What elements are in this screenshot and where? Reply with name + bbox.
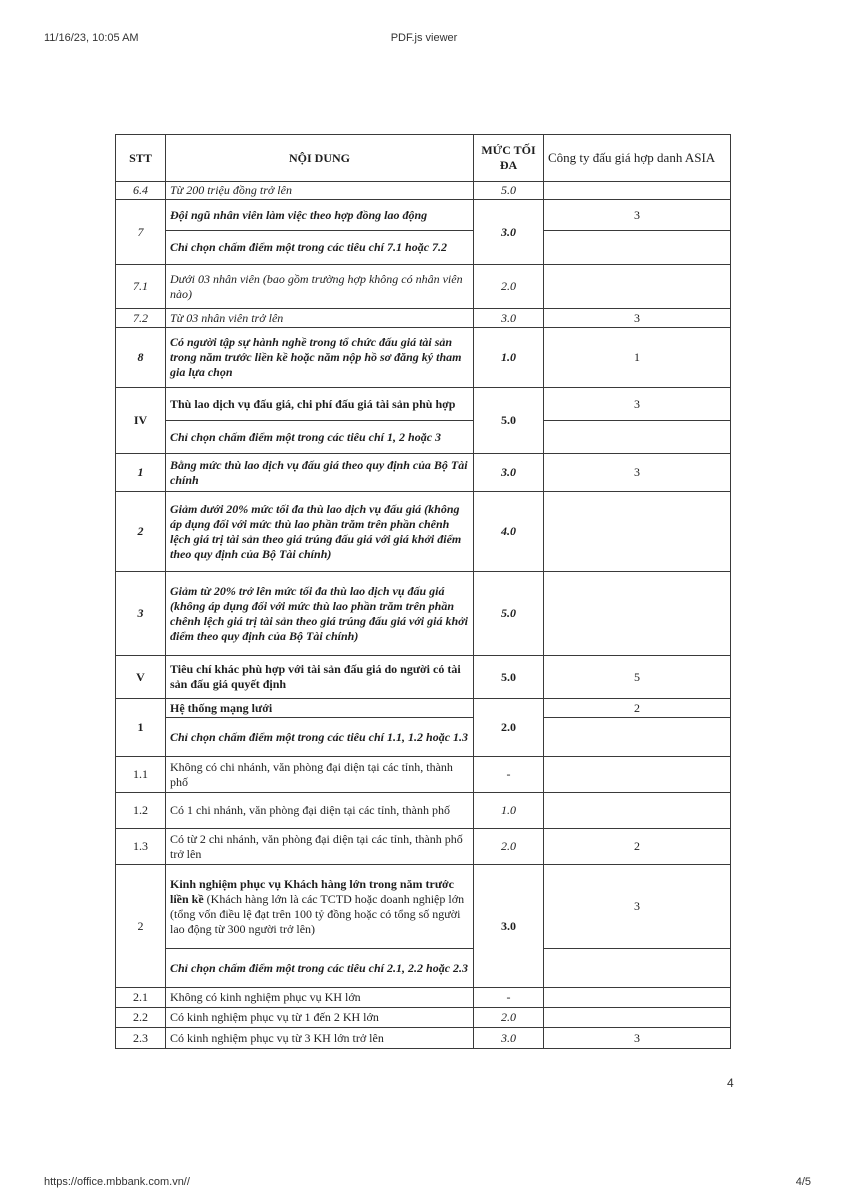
row-max: 1.0: [474, 328, 544, 388]
row-max: 2.0: [474, 829, 544, 865]
row-content: Bằng mức thù lao dịch vụ đấu giá theo quy định của Bộ Tài chính: [166, 454, 474, 492]
row-stt: V: [116, 656, 166, 699]
row-score: 3: [544, 200, 731, 231]
row-sub-note: Chỉ chọn chấm điểm một trong các tiêu chí 1, 2 hoặc 3: [166, 421, 474, 454]
table-row: [116, 182, 731, 200]
row-max: 4.0: [474, 492, 544, 572]
row-stt: 6.4: [116, 182, 166, 200]
page-indicator: 4/5: [795, 1176, 811, 1188]
row-stt: 1.2: [116, 793, 166, 829]
row-score-empty: [544, 231, 731, 265]
row-max: 2.0: [474, 265, 544, 309]
table-header-row: [116, 135, 731, 182]
row-max: 3.0: [474, 454, 544, 492]
row-score: 3: [544, 454, 731, 492]
row-stt: 1: [116, 699, 166, 757]
row-max: 5.0: [474, 656, 544, 699]
row-score: 2: [544, 829, 731, 865]
row-score: 3: [544, 388, 731, 421]
row-stt: 2: [116, 865, 166, 988]
table-row: [116, 309, 731, 328]
row-stt: 3: [116, 572, 166, 656]
row-max: -: [474, 988, 544, 1008]
row-max: 1.0: [474, 793, 544, 829]
row-score-empty: [544, 718, 731, 757]
row-stt: 1.1: [116, 757, 166, 793]
table-row: [116, 656, 731, 699]
row-content: Có 1 chi nhánh, văn phòng đại diện tại các tỉnh, thành phố: [166, 793, 474, 829]
header-stt: STT: [116, 135, 166, 182]
row-score: [544, 757, 731, 793]
table-row: [116, 454, 731, 492]
row-stt: 8: [116, 328, 166, 388]
scoring-table: [115, 134, 731, 1049]
row-score: 3: [544, 309, 731, 328]
row-max: 2.0: [474, 699, 544, 757]
row-score: 3: [544, 865, 731, 949]
row-score-empty: [544, 949, 731, 988]
row-score: [544, 492, 731, 572]
table-row: [116, 1008, 731, 1028]
row-score: [544, 182, 731, 200]
row-content: Dưới 03 nhân viên (bao gồm trường hợp không có nhân viên nào): [166, 265, 474, 309]
row-score: 5: [544, 656, 731, 699]
row-sub-note: Chỉ chọn chấm điểm một trong các tiêu chí 2.1, 2.2 hoặc 2.3: [166, 949, 474, 988]
row-stt: 1: [116, 454, 166, 492]
table-row: [116, 757, 731, 793]
print-datetime: 11/16/23, 10:05 AM: [44, 32, 139, 44]
row-content: Tiêu chí khác phù hợp với tài sản đấu giá do người có tài sản đấu giá quyết định: [166, 656, 474, 699]
table-row: [116, 265, 731, 309]
viewer-title: PDF.js viewer: [390, 32, 458, 44]
row-stt: 2.2: [116, 1008, 166, 1028]
row-content: Giảm từ 20% trở lên mức tối đa thù lao dịch vụ đấu giá (không áp dụng đối với mức thù lao phần trăm trên phần chênh lệch giá trị tài sản theo giá trúng đấu giá với giá khởi điểm theo quy định của Bộ Tài chính): [166, 572, 474, 656]
table-row: [116, 572, 731, 656]
row-stt: 2.1: [116, 988, 166, 1008]
row-stt: IV: [116, 388, 166, 454]
row-score: [544, 572, 731, 656]
row-max: 3.0: [474, 309, 544, 328]
row-sub-note: Chỉ chọn chấm điểm một trong các tiêu chí 7.1 hoặc 7.2: [166, 231, 474, 265]
page-url: https://office.mbbank.com.vn//: [44, 1176, 190, 1188]
row-score: [544, 265, 731, 309]
row-max: 3.0: [474, 865, 544, 988]
row-sub-note: Chỉ chọn chấm điểm một trong các tiêu chí 1.1, 1.2 hoặc 1.3: [166, 718, 474, 757]
table-row: [116, 988, 731, 1008]
row-stt: 7.2: [116, 309, 166, 328]
table-row: [116, 200, 731, 231]
table-row: [116, 388, 731, 421]
header-content: NỘI DUNG: [166, 135, 474, 182]
row-score: 3: [544, 1028, 731, 1049]
table-row: [116, 1028, 731, 1049]
row-max: 5.0: [474, 572, 544, 656]
row-stt: 7: [116, 200, 166, 265]
row-max: 2.0: [474, 1008, 544, 1028]
row-content: Có từ 2 chi nhánh, văn phòng đại diện tại các tỉnh, thành phố trở lên: [166, 829, 474, 865]
row-content: Thù lao dịch vụ đấu giá, chi phí đấu giá tài sản phù hợp: [166, 388, 474, 421]
table-row: [116, 829, 731, 865]
row-content: Từ 200 triệu đồng trở lên: [166, 182, 474, 200]
row-stt: 7.1: [116, 265, 166, 309]
document-page-number: 4: [727, 1076, 734, 1090]
row-content: Có kinh nghiệm phục vụ từ 1 đến 2 KH lớn: [166, 1008, 474, 1028]
row-score: 1: [544, 328, 731, 388]
row-content-rest: (Khách hàng lớn là các TCTD hoặc doanh nghiệp lớn (tổng vốn điều lệ đạt trên 100 tỷ đồng hoặc có tổng số người lao động từ 300 người trở lên): [170, 891, 465, 936]
header-max: MỨC TỐI ĐA: [474, 135, 544, 182]
header-company: Công ty đấu giá hợp danh ASIA: [544, 135, 731, 182]
row-max: 5.0: [474, 182, 544, 200]
row-content: Giảm dưới 20% mức tối đa thù lao dịch vụ đấu giá (không áp dụng đối với mức thù lao phần trăm trên phần chênh lệch giá trị tài sản theo giá trúng đấu giá với giá khởi điểm theo quy định của Bộ Tài chính): [166, 492, 474, 572]
row-stt: 2: [116, 492, 166, 572]
row-content: Có người tập sự hành nghề trong tổ chức đấu giá tài sản trong năm trước liền kề hoặc năm nộp hồ sơ đăng ký tham gia lựa chọn: [166, 328, 474, 388]
table-row: [116, 699, 731, 718]
row-score: [544, 988, 731, 1008]
table-row-sub: [116, 949, 731, 988]
row-stt: 2.3: [116, 1028, 166, 1049]
row-content: Không có chi nhánh, văn phòng đại diện tại các tỉnh, thành phố: [166, 757, 474, 793]
row-score: [544, 1008, 731, 1028]
row-max: 5.0: [474, 388, 544, 454]
row-score: 2: [544, 699, 731, 718]
row-content: [166, 865, 474, 949]
row-content: Có kinh nghiệm phục vụ từ 3 KH lớn trở lên: [166, 1028, 474, 1049]
table-row: [116, 492, 731, 572]
table-row-sub: [116, 231, 731, 265]
table-row: [116, 328, 731, 388]
row-content: Từ 03 nhân viên trở lên: [166, 309, 474, 328]
row-max: 3.0: [474, 1028, 544, 1049]
table-row: [116, 793, 731, 829]
row-content: Đội ngũ nhân viên làm việc theo hợp đồng lao động: [166, 200, 474, 231]
row-max: 3.0: [474, 200, 544, 265]
row-max: -: [474, 757, 544, 793]
row-content-bold: Kinh nghiệm phục vụ Khách hàng lớn trong năm trước liền kề: [170, 876, 454, 906]
row-score: [544, 793, 731, 829]
table-row-sub: [116, 421, 731, 454]
table-row: [116, 865, 731, 949]
row-stt: 1.3: [116, 829, 166, 865]
row-content: Hệ thống mạng lưới: [166, 699, 474, 718]
row-score-empty: [544, 421, 731, 454]
row-content: Không có kinh nghiệm phục vụ KH lớn: [166, 988, 474, 1008]
table-row-sub: [116, 718, 731, 757]
